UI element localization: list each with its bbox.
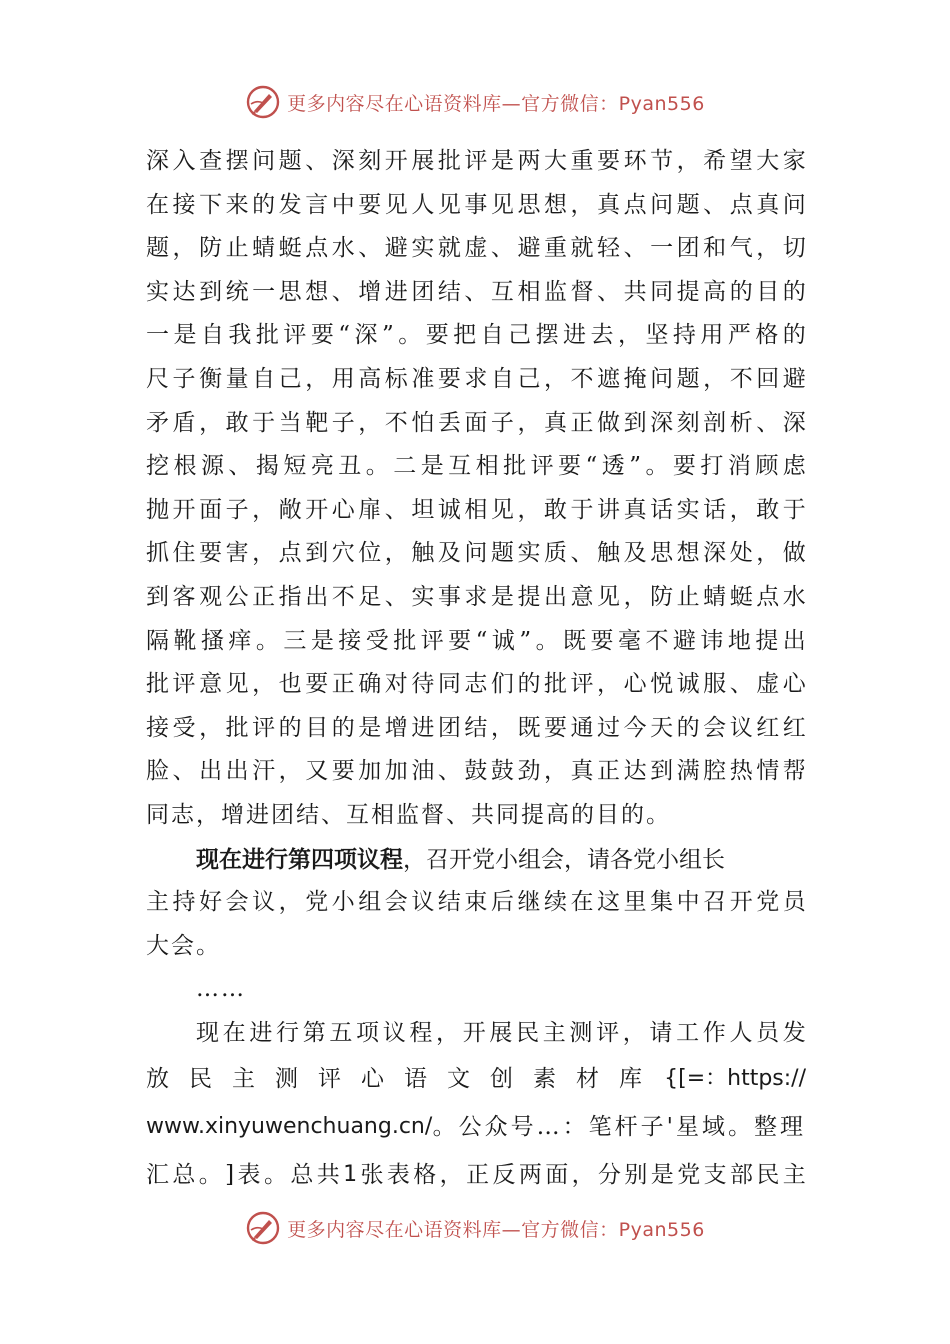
header-banner-text: 更多内容尽在心语资料库—官方微信：Pyan556: [287, 92, 705, 115]
paragraph-line: 挖 根 源 、 揭 短 亮 丑 。 二 是 互 相 批 评 要 “ 透 ” 。 要 打 消 顾 虑: [146, 453, 806, 480]
fifth-item-line-3-rest: 。公众号…：笔杆子'星域。整理: [432, 1114, 806, 1141]
pen-circle-logo-icon: [245, 84, 281, 120]
ellipsis-line: ……: [196, 976, 246, 1003]
paragraph-line: 矛 盾 ， 敢 于 当 靶 子 ， 不 怕 丢 面 子 ， 真 正 做 到 深 刻 剖 析 、 深: [146, 409, 806, 436]
paragraph-line: 到 客 观 公 正 指 出 不 足 、 实 事 求 是 提 出 意 见 ， 防 止 蜻 蜓 点 水: [146, 583, 806, 610]
paragraph-line: 批 评 意 见 ， 也 要 正 确 对 待 同 志 们 的 批 评 ， 心 悦 诚 服 、 虚 心: [146, 671, 806, 698]
paragraph-line: 题 ， 防 止 蜻 蜓 点 水 、 避 实 就 虚 、 避 重 就 轻 、 一 团 和 气 ， 切: [146, 235, 806, 262]
fourth-item-line-1-rest: ，召开党小组会，请各党小组长: [403, 846, 725, 873]
paragraph-fifth-item-line-2: [146, 1055, 806, 1103]
paragraph-criticism: [146, 140, 806, 838]
document-body: [146, 140, 806, 1199]
footer-banner-text: 更多内容尽在心语资料库—官方微信：Pyan556: [287, 1218, 705, 1241]
header-banner: [0, 82, 950, 122]
paragraph-line: 尺 子 衡 量 自 己 ， 用 高 标 准 要 求 自 己 ， 不 遮 掩 问 题 ， 不 回 避: [146, 365, 806, 392]
paragraph-line: 抓 住 要 害 ， 点 到 穴 位 ， 触 及 问 题 实 质 、 触 及 思 想 深 处 ， 做: [146, 540, 806, 567]
paragraph-line: 隔 靴 搔 痒 。 三 是 接 受 批 评 要 “ 诚 ” 。 既 要 毫 不 避 讳 地 提 出: [146, 627, 806, 654]
paragraph-line: 同志，增进团结、互相监督、共同提高的目的。: [146, 801, 671, 828]
paragraph-fifth-item-line-1: 现 在 进 行 第 五 项 议 程 ， 开 展 民 主 测 评 ， 请 工 作 人 员 发: [196, 1019, 806, 1046]
paragraph-line: 深 入 查 摆 问 题 、 深 刻 开 展 批 评 是 两 大 重 要 环 节 ， 希 望 大 家: [146, 148, 806, 174]
fourth-item-bold-lead: 现在进行第四项议程: [196, 845, 403, 873]
paragraph-fifth-item-line-3: [146, 1103, 806, 1151]
paragraph-fourth-item-line-3: 大会。: [146, 932, 221, 959]
footer-banner: [0, 1208, 950, 1248]
paragraph-fifth-item-line-4: 汇 总 。 ] 表 。 总 共 1 张 表 格 ， 正 反 两 面 ， 分 别 是 党 支 部 民 主: [146, 1162, 806, 1189]
paragraph-line: 实 达 到 统 一 思 想 、 增 进 团 结 、 互 相 监 督 、 共 同 提 高 的 目 的: [146, 278, 806, 305]
paragraph-line: 一 是 自 我 批 评 要 “ 深 ” 。 要 把 自 己 摆 进 去 ， 坚 持 用 严 格 的: [146, 322, 806, 349]
paragraph-line: 接 受 ， 批 评 的 目 的 是 增 进 团 结 ， 既 要 通 过 今 天 的 会 议 红 红: [146, 714, 806, 741]
paragraph-line: 抛 开 面 子 ， 敞 开 心 扉 、 坦 诚 相 见 ， 敢 于 讲 真 话 实 话 ， 敢 于: [146, 496, 806, 523]
fifth-item-line-2-cjk: 放 民 主 测 评 心 语 文 创 素 材 库: [146, 1066, 642, 1093]
paragraph-fourth-item-line-2: 主 持 好 会 议 ， 党 小 组 会 议 结 束 后 继 续 在 这 里 集 中 召 开 党 员: [146, 889, 806, 916]
paragraph-line: 脸 、 出 出 汗 ， 又 要 加 加 油 、 鼓 鼓 劲 ， 真 正 达 到 满 腔 热 情 帮: [146, 758, 806, 785]
paragraph-fourth-item-line-1: [146, 838, 806, 882]
paragraph-line: 在 接 下 来 的 发 言 中 要 见 人 见 事 见 思 想 ， 真 点 问 题 、 点 真 问: [146, 191, 806, 218]
pen-circle-logo-icon: [245, 1210, 281, 1246]
fifth-item-url: www.xinyuwenchuang.cn/: [146, 1114, 433, 1140]
fifth-item-line-2-tail: {[=：https://: [664, 1066, 806, 1092]
